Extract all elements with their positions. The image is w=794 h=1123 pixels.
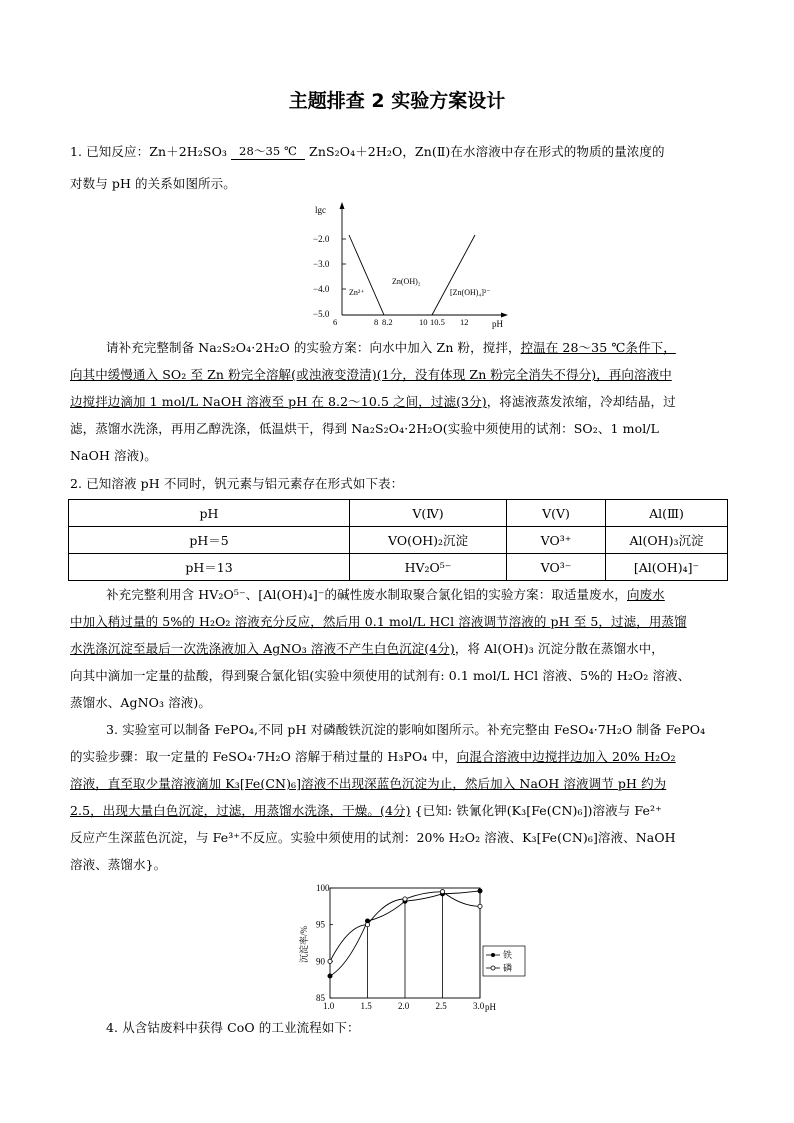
q3-line5: 反应产生深蓝色沉淀，与 Fe³⁺不反应。实验中须使用的试剂：20% H₂O₂ 溶液、K₃[Fe(CN)₆]溶液、NaOH [70,830,676,845]
table-cell: VO³⁺ [507,527,606,554]
table-row [69,500,728,527]
graph-xlabel: pH [492,319,503,329]
q2-answer-line2 [70,608,730,635]
q1-answer-line3 [70,388,730,415]
q2-answer-line3 [70,635,730,662]
q2-answer-b: ，将 Al(OH)₃ 沉淀分散在蒸馏水中， [454,641,664,656]
table-cell: pH＝5 [69,527,350,554]
table-cell: VO(OH)₂沉淀 [350,527,507,554]
q3-line2 [70,743,730,770]
graph-y-arrow [340,202,345,209]
graph-x-arrow [501,313,508,318]
q3-line1: 3. 实验室可以制备 FePO₄,不同 pH 对磷酸铁沉淀的影响如图所示。补充完整由 FeSO₄·7H₂O 制备 FePO₄ [106,722,706,737]
q2-answer [70,581,730,608]
chart-xtick-label: 2.5 [435,1001,447,1011]
q4-line1: 4. 从含钴废料中获得 CoO 的工业流程如下： [106,1020,360,1035]
chart-ytick-label: 85 [316,993,325,1003]
table-cell: HV₂O⁵⁻ [350,554,507,581]
graph-xtick: 8.2 [382,317,393,327]
q1-intro-b: ZnS₂O₄＋2H₂O，Zn(Ⅱ)在水溶液中存在形式的物质的量浓度的 [309,144,665,159]
legend-marker-iron [491,953,495,957]
q3-line4-b: {已知: 铁氰化钾(K₃[Fe(CN)₆])溶液与 Fe²⁺ [414,803,662,818]
q1-answer-underline-1: 控温在 28～35 ℃条件下， [520,340,676,355]
graph-label-znoh4: [Zn(OH)₄]²⁻ [450,288,491,297]
chart-point-铁 [328,974,332,978]
legend-label-phosphorus: 磷 [503,963,513,973]
chart-xtick-label: 2.0 [398,1001,410,1011]
q3-line2-underline: 向混合溶液中边搅拌边加入 20% H₂O₂ [456,749,676,764]
chart-ytick-label: 95 [316,919,325,930]
chart-ytick-label: 90 [316,956,325,967]
q1-answer-line2 [70,361,730,388]
chart-xlabel: pH [485,1002,496,1012]
reaction-condition [231,145,305,160]
q1-answer-a: 请补充完整制备 Na₂S₂O₄·2H₂O 的实验方案：向水中加入 Zn 粉，搅拌， [106,340,521,355]
zn-speciation-graph [300,198,520,330]
q1-answer-b: ，将滤液蒸发浓缩，冷却结晶，过 [486,394,676,409]
table-header: V(Ⅳ) [350,500,507,527]
q2-answer-line5: 蒸馏水、AgNO₃ 溶液)。 [70,695,211,710]
table-cell: pH＝13 [69,554,350,581]
q3-line4 [70,797,730,824]
vanadium-aluminum-table [68,499,728,581]
table-header: Al(Ⅲ) [606,500,728,527]
graph-label-znoh2: Zn(OH)₂ [392,277,421,286]
q2-answer-underline-3: 水洗涤沉淀至最后一次洗涤液加入 AgNO₃ 溶液不产生白色沉淀(4分) [70,641,455,656]
precipitation-rate-chart [295,878,535,1018]
graph-ytick: −3.0 [313,259,330,269]
graph-label-zn2: Zn²⁺ [349,288,365,297]
chart-point-磷 [403,897,407,901]
q2-answer-a: 补充完整利用含 HV₂O⁵⁻、[Al(OH)₄]⁻的碱性废水制取聚合氯化铝的实验方案：取适量废水， [106,587,627,602]
table-row [69,554,728,581]
q2-intro: 2. 已知溶液 pH 不同时，钒元素与铝元素存在形式如下表： [70,476,404,491]
reaction-condition-text: 28～35 ℃ [231,145,305,160]
legend-label-iron: 铁 [503,950,513,960]
chart-point-磷 [440,890,444,894]
graph-ylabel: lgc [315,205,326,215]
chart-xtick-label: 1.0 [323,1001,335,1011]
q3-line6: 溶液、蒸馏水}。 [70,857,167,872]
table-header: pH [69,500,350,527]
q1-answer-underline-2: 向其中缓慢通入 SO₂ 至 Zn 粉完全溶解(或浊液变澄清)(1分，没有体现 Zn 粉完全消失不得分)，再向溶液中 [70,367,672,382]
table-cell: Al(OH)₃沉淀 [606,527,728,554]
q1-answer-line4: 滤，蒸馏水洗涤，再用乙醇洗涤，低温烘干，得到 Na₂S₂O₄·2H₂O(实验中须使用的试剂：SO₂、1 mol/L [70,421,660,436]
q1-answer [70,334,730,361]
graph-xtick: 8 [374,317,379,327]
q2-answer-underline-2: 中加入稍过量的 5%的 H₂O₂ 溶液充分反应，然后用 0.1 mol/L HCl 溶液调节溶液的 pH 至 5，过滤，用蒸馏 [70,614,687,629]
page-title: 主题排查 2 实验方案设计 [288,90,506,112]
graph-znoh4-line [432,235,475,315]
table-header: V(Ⅴ) [507,500,606,527]
table-row [69,527,728,554]
table-cell: VO³⁻ [507,554,606,581]
table-cell: [Al(OH)₄]⁻ [606,554,728,581]
chart-xtick-label: 1.5 [360,1001,372,1011]
q1-intro-a: 1. 已知反应：Zn＋2H₂SO₃ [70,144,228,159]
chart-point-磷 [478,904,482,908]
q2-answer-underline-1: 向废水 [626,587,665,602]
q3-line2-a: 的实验步骤：取一定量的 FeSO₄·7H₂O 溶解于稍过量的 H₃PO₄ 中， [70,749,457,764]
q3-line3 [70,770,730,797]
graph-ytick: −4.0 [313,284,330,294]
q1-intro [70,138,730,165]
q3-line4-underline: 2.5，出现大量白色沉淀，过滤，用蒸馏水洗涤，干燥。(4分) [70,803,411,818]
graph-ytick: −2.0 [313,234,330,244]
chart-xtick-label: 3.0 [473,1001,485,1011]
chart-ylabel: 沉淀率/% [299,926,309,963]
q3-line3-underline: 溶液，直至取少量溶液滴加 K₃[Fe(CN)₆]溶液不出现深蓝色沉淀为止，然后加入 NaOH 溶液调节 pH 约为 [70,776,667,791]
graph-ytick: −5.0 [313,309,330,319]
q1-answer-underline-3: 边搅拌边滴加 1 mol/L NaOH 溶液至 pH 在 8.2～10.5 之间，过滤(3分) [70,394,487,409]
graph-xtick: 12 [460,317,469,327]
legend-marker-phosphorus [491,966,495,970]
q2-answer-line4: 向其中滴加一定量的盐酸，得到聚合氯化铝(实验中须使用的试剂有: 0.1 mol/L HCl 溶液、5%的 H₂O₂ 溶液、 [70,668,691,683]
chart-point-磷 [328,959,332,963]
chart-point-磷 [365,923,369,927]
q1-intro-line2: 对数与 pH 的关系如图所示。 [70,176,236,191]
graph-zn2-line [349,235,384,315]
q1-answer-line5: NaOH 溶液)。 [70,448,157,463]
graph-xtick: 10 [419,317,428,327]
graph-xtick: 6 [333,317,338,327]
chart-point-铁 [478,889,482,893]
graph-xtick: 10.5 [430,317,445,327]
chart-ytick-label: 100 [316,883,330,893]
